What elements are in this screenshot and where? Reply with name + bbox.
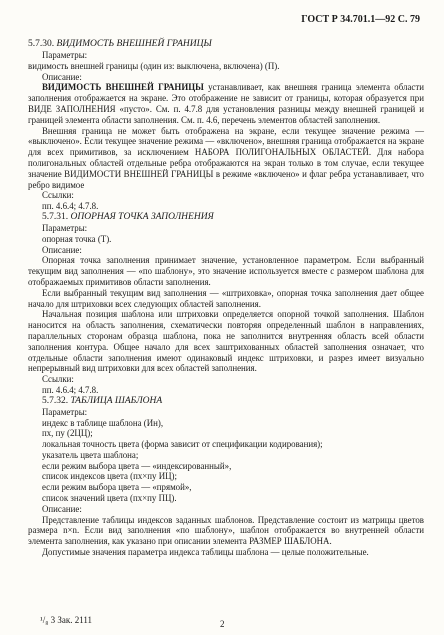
paragraph: Представление таблицы индексов заданных шаблонов. Представление состоит из матрицы цветов размера n×n. Если вид заполнения «по шаблону», шаблон отображается во внутренней области элемента заполнения, как указано при описании элемента РАЗМЕР ШАБЛОНА. [28,514,424,547]
section-title-5-7-30 [28,39,424,50]
param-line: список значений цвета (пх×пу ПЦ). [42,493,177,504]
refs-label: Ссылки: [42,374,74,385]
footer-mark: 2 [220,619,225,629]
paragraph: ВИДИМОСТЬ ВНЕШНЕЙ ГРАНИЦЫ устанавливает, как внешняя граница элемента области заполнения отображается на экране. Это отображение не зависит от границы, которая образуется при ВИДЕ ЗАПОЛНЕНИЯ «пусто». См. п. 4.7.8 для установления разницы между внешней границей и границей элемента области заполнения. См. п. 4.6, перечень элементов областей заполнения. [28,82,424,125]
params-label: Параметры: [42,222,88,233]
param-line: локальная точность цвета (форма зависит от спецификации кодирования); [42,439,323,450]
description-label: Описание: [42,71,82,82]
paragraph: Опорная точка заполнения принимает значение, установленное параметром. Если выбранный текущим вид заполнения — «по шаблону», это значение используется вместе с размером шаблона для отображаемых примитивов области заполнения. [28,255,424,287]
section-number: 5.7.31. [42,211,69,222]
paragraph: Допустимые значения параметра индекса таблицы шаблона — целые положительные. [42,547,369,558]
section-heading: ТАБЛИЦА ШАБЛОНА [70,395,163,406]
section-heading: ВИДИМОСТЬ ВНЕШНЕЙ ГРАНИЦЫ [56,39,212,49]
param-line: видимость внешней границы (один из: выключена, включена) (П). [28,60,280,71]
section-number: 5.7.32. [42,395,69,406]
section-heading: ОПОРНАЯ ТОЧКА ЗАПОЛНЕНИЯ [70,211,214,222]
param-line: если режим выбора цвета — «индексированный», [42,460,232,471]
params-label: Параметры: [42,406,88,417]
section-title-5-7-31 [28,212,424,223]
paragraph: Если выбранный текущим вид заполнения — «штриховка», опорная точка заполнения дает общее начало для штриховки всех следующих областей заполнения. [28,287,424,309]
description-label: Описание: [42,244,82,255]
param-line: если режим выбора цвета — «прямой», [42,482,192,493]
refs-label: Ссылки: [42,190,74,201]
page-header: ГОСТ Р 34.701.1—92 С. 79 [301,14,420,25]
section-number: 5.7.30. [28,39,55,49]
bold-term: ВИДИМОСТЬ ВНЕШНЕЙ ГРАНИЦЫ [42,82,204,93]
param-line: пх, пу (2ЦЦ); [42,428,93,439]
refs-text: пп. 4.6.4; 4.7.8. [42,201,99,212]
param-line: список индексов цвета (пх×пу ИЦ); [42,471,177,482]
paragraph: Начальная позиция шаблона или штриховки определяется опорной точкой заполнения. Шаблон наносится на область заполнения, схематически повторяя определенный шаблон в направлениях, параллельных сторонам образца шаблона, пока не заполнится внутренняя область всей области заполнения контура. Общее начало для всех заштрихованных областей заполнения означает, что отдельные области заполнения имеют одинаковый индекс штриховки, и разрез имеет визуально непрерывный вид штриховки для всех областей заполнения. [28,309,424,374]
refs-text: пп. 4.6.4; 4.7.8. [42,384,99,395]
param-line: опорная точка (Т). [42,233,112,244]
page-footer: ¹/₈ 3 Зак. 2111 [40,615,93,625]
param-line: индекс в таблице шаблона (Ин), [42,417,164,428]
paragraph: Внешняя граница не может быть отображена на экране, если текущее значение режима — «выключено». Если текущее значение режима — «включено», внешняя граница отображается на экране для всех примитивов, за исключением НАБОРА ПОЛИГОНАЛЬНЫХ ОБЛАСТЕЙ. Для набора полигональных областей отдельные ребра отображаются на экран только в том случае, если текущее значение ВИДИМОСТИ ВНЕШНЕЙ ГРАНИЦЫ в режиме «включено» и флаг ребра устанавливает, что ребро видимое [28,125,424,190]
param-line: указатель цвета шаблона; [42,449,139,460]
section-title-5-7-32 [28,396,424,407]
params-label: Параметры: [42,50,88,60]
description-label: Описание: [42,503,82,514]
